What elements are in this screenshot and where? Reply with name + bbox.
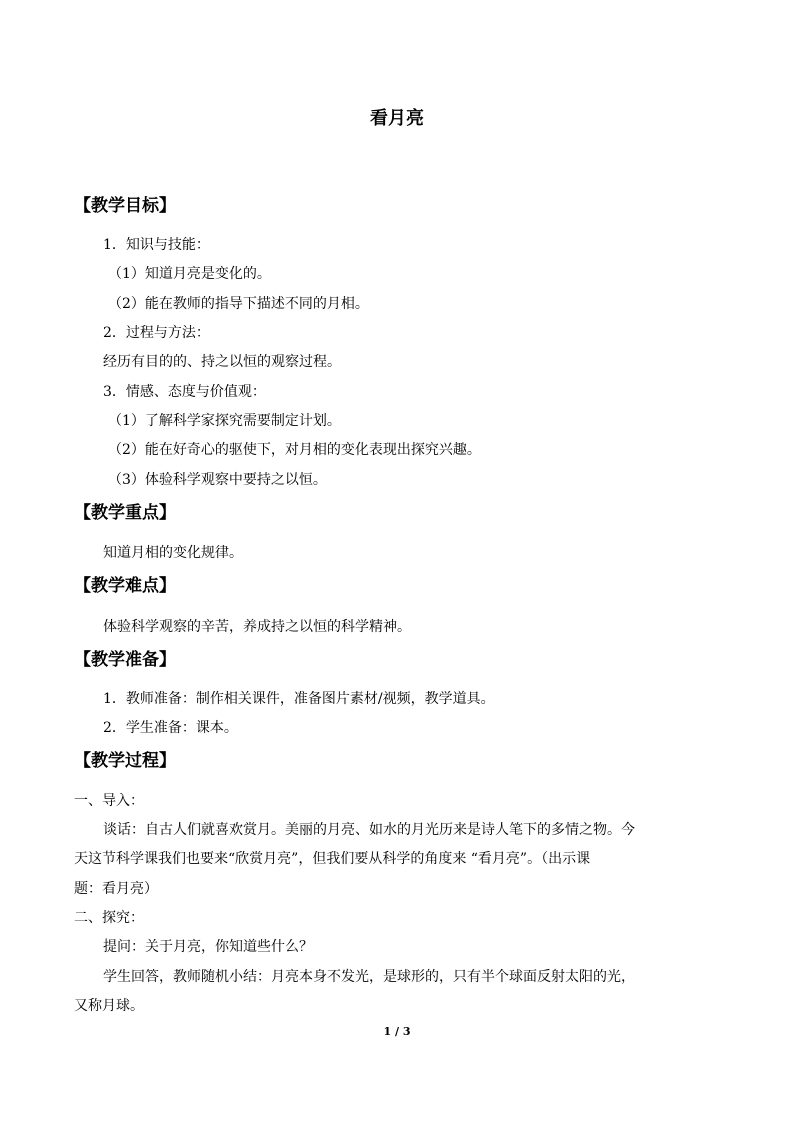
objective-3: 3．情感、态度与价值观： [103, 384, 266, 400]
process-step-2-line-2: 学生回答，教师随机小结：月亮本身不发光，是球形的，只有半个球面反射太阳的光， [103, 969, 635, 985]
objective-1-1: （1）知道月亮是变化的。 [108, 266, 271, 282]
objective-2-1: 经历有目的的、持之以恒的观察过程。 [103, 354, 341, 370]
objective-2: 2．过程与方法： [103, 325, 210, 341]
difficulties-text: 体验科学观察的辛苦，养成持之以恒的科学精神。 [103, 619, 411, 635]
heading-process: 【教学过程】 [74, 751, 176, 771]
heading-difficulties: 【教学难点】 [74, 576, 176, 596]
heading-key-points: 【教学重点】 [74, 503, 176, 523]
document-title: 看月亮 [370, 108, 424, 129]
process-step-2-line-1: 提问：关于月亮，你知道些什么？ [103, 939, 313, 955]
process-step-2-line-3: 又称月球。 [74, 998, 144, 1014]
process-step-1-line-3: 题：看月亮） [74, 881, 158, 897]
process-step-2: 二、探究： [74, 910, 144, 926]
objective-3-3: （3）体验科学观察中要持之以恒。 [108, 472, 327, 488]
preparation-2: 2．学生准备：课本。 [103, 720, 238, 736]
objective-3-2: （2）能在好奇心的驱使下，对月相的变化表现出探究兴趣。 [108, 442, 481, 458]
page-number: 1 / 3 [383, 1025, 411, 1038]
objective-1-2: （2）能在教师的指导下描述不同的月相。 [108, 296, 369, 312]
objective-1: 1．知识与技能： [103, 237, 210, 253]
heading-preparation: 【教学准备】 [74, 650, 176, 670]
process-step-1: 一、导入： [74, 793, 144, 809]
objective-3-1: （1）了解科学家探究需要制定计划。 [108, 413, 341, 429]
key-points-text: 知道月相的变化规律。 [103, 545, 243, 561]
heading-objectives: 【教学目标】 [74, 196, 176, 216]
preparation-1: 1．教师准备：制作相关课件，准备图片素材/视频，教学道具。 [103, 691, 495, 707]
process-step-1-line-1: 谈话：自古人们就喜欢赏月。美丽的月亮、如水的月光历来是诗人笔下的多情之物。今 [103, 822, 635, 838]
process-step-1-line-2: 天这节科学课我们也要来“欣赏月亮”，但我们要从科学的角度来 “看月亮”。（出示课 [74, 851, 591, 867]
